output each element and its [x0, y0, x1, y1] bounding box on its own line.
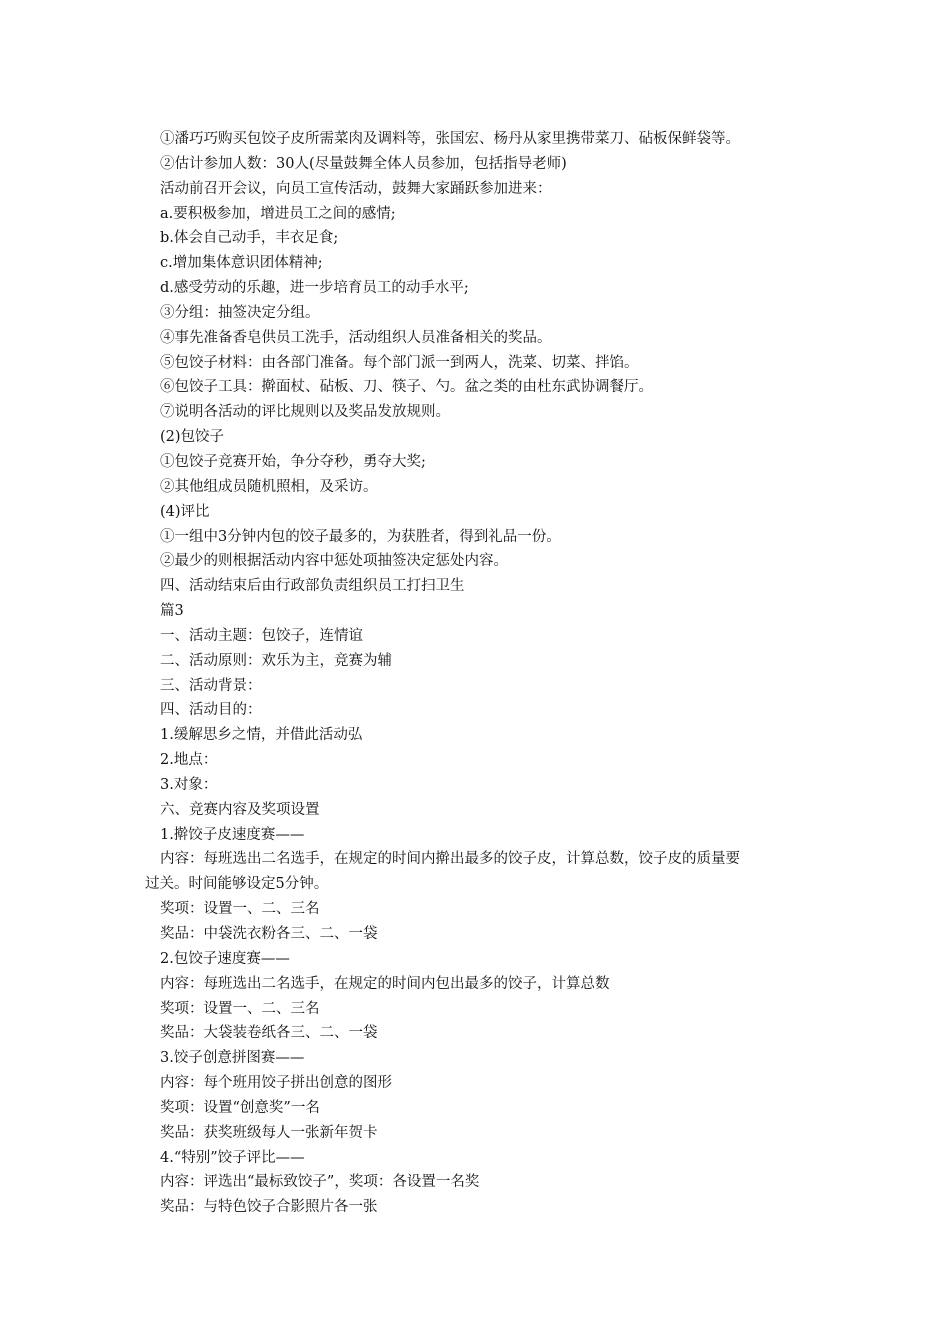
text-line: 二、活动原则：欢乐为主，竞赛为辅 — [160, 652, 392, 669]
text-line: 奖项：设置一、二、三名 — [160, 1000, 320, 1017]
text-line: 奖品：与特色饺子合影照片各一张 — [160, 1199, 378, 1216]
text-line: ④事先准备香皂供员工洗手，活动组织人员准备相关的奖品。 — [160, 329, 552, 346]
text-line: 3.饺子创意拼图赛—— — [160, 1050, 305, 1067]
text-line: 活动前召开会议，向员工宣传活动，鼓舞大家踊跃参加进来： — [160, 180, 552, 197]
text-line: ②最少的则根据活动内容中惩处项抽签决定惩处内容。 — [160, 553, 508, 570]
text-line: 过关。时间能够设定5分钟。 — [145, 876, 329, 893]
text-line: 1.擀饺子皮速度赛—— — [160, 826, 305, 843]
document-body — [145, 127, 825, 1220]
text-line: ⑤包饺子材料：由各部门准备。每个部门派一到两人，洗菜、切菜、拌馅。 — [160, 354, 639, 371]
text-line: 内容：每个班用饺子拼出创意的图形 — [160, 1075, 392, 1092]
text-line: 3.对象： — [160, 776, 218, 793]
text-line: 奖项：设置一、二、三名 — [160, 901, 320, 918]
text-line: 四、活动结束后由行政部负责组织员工打扫卫生 — [160, 578, 465, 595]
text-line: b.体会自己动手，丰衣足食; — [160, 230, 339, 247]
text-line: 内容：每班选出二名选手，在规定的时间内擀出最多的饺子皮，计算总数，饺子皮的质量要 — [160, 851, 740, 868]
text-line: 奖品：获奖班级每人一张新年贺卡 — [160, 1124, 378, 1141]
text-line: 三、活动背景： — [160, 677, 262, 694]
text-line: ①包饺子竞赛开始，争分夺秒，勇夺大奖; — [160, 453, 426, 470]
section-heading: (4)评比 — [160, 503, 210, 520]
section-heading: (2)包饺子 — [160, 429, 225, 446]
text-line: ②其他组成员随机照相，及采访。 — [160, 478, 378, 495]
text-line: 2.包饺子速度赛—— — [160, 950, 290, 967]
text-line: 内容：每班选出二名选手，在规定的时间内包出最多的饺子，计算总数 — [160, 975, 610, 992]
text-line: d.感受劳动的乐趣，进一步培育员工的动手水平; — [160, 280, 469, 297]
text-line: ①潘巧巧购买包饺子皮所需菜肉及调料等，张国宏、杨丹从家里携带菜刀、砧板保鲜袋等。 — [160, 131, 740, 147]
text-line: 奖品：中袋洗衣粉各三、二、一袋 — [160, 926, 378, 942]
text-line: 2.地点： — [160, 752, 218, 769]
text-line: 4.“特别”饺子评比—— — [160, 1149, 305, 1166]
text-line: 奖项：设置“创意奖”一名 — [160, 1099, 320, 1116]
text-line: 内容：评选出“最标致饺子”，奖项：各设置一名奖 — [160, 1174, 480, 1191]
text-line: ①一组中3分钟内包的饺子最多的，为获胜者，得到礼品一份。 — [160, 528, 561, 545]
text-line: ②估计参加人数：30人(尽量鼓舞全体人员参加，包括指导老师) — [160, 155, 567, 172]
text-line: 1.缓解思乡之情，并借此活动弘 — [160, 727, 363, 744]
text-line: a.要积极参加，增进员工之间的感情; — [160, 205, 396, 222]
text-line: 四、活动目的： — [160, 702, 262, 719]
text-line: ③分组：抽签决定分组。 — [160, 304, 320, 321]
text-line: c.增加集体意识团体精神; — [160, 255, 323, 272]
text-line: 六、竞赛内容及奖项设置 — [160, 801, 320, 818]
text-line: 一、活动主题：包饺子，连情谊 — [160, 627, 363, 644]
text-line: 奖品：大袋装卷纸各三、二、一袋 — [160, 1025, 378, 1042]
section-heading: 篇3 — [160, 603, 184, 620]
text-line: ⑥包饺子工具：擀面杖、砧板、刀、筷子、勺。盆之类的由杜东武协调餐厅。 — [160, 379, 653, 396]
text-line: ⑦说明各活动的评比规则以及奖品发放规则。 — [160, 404, 450, 421]
